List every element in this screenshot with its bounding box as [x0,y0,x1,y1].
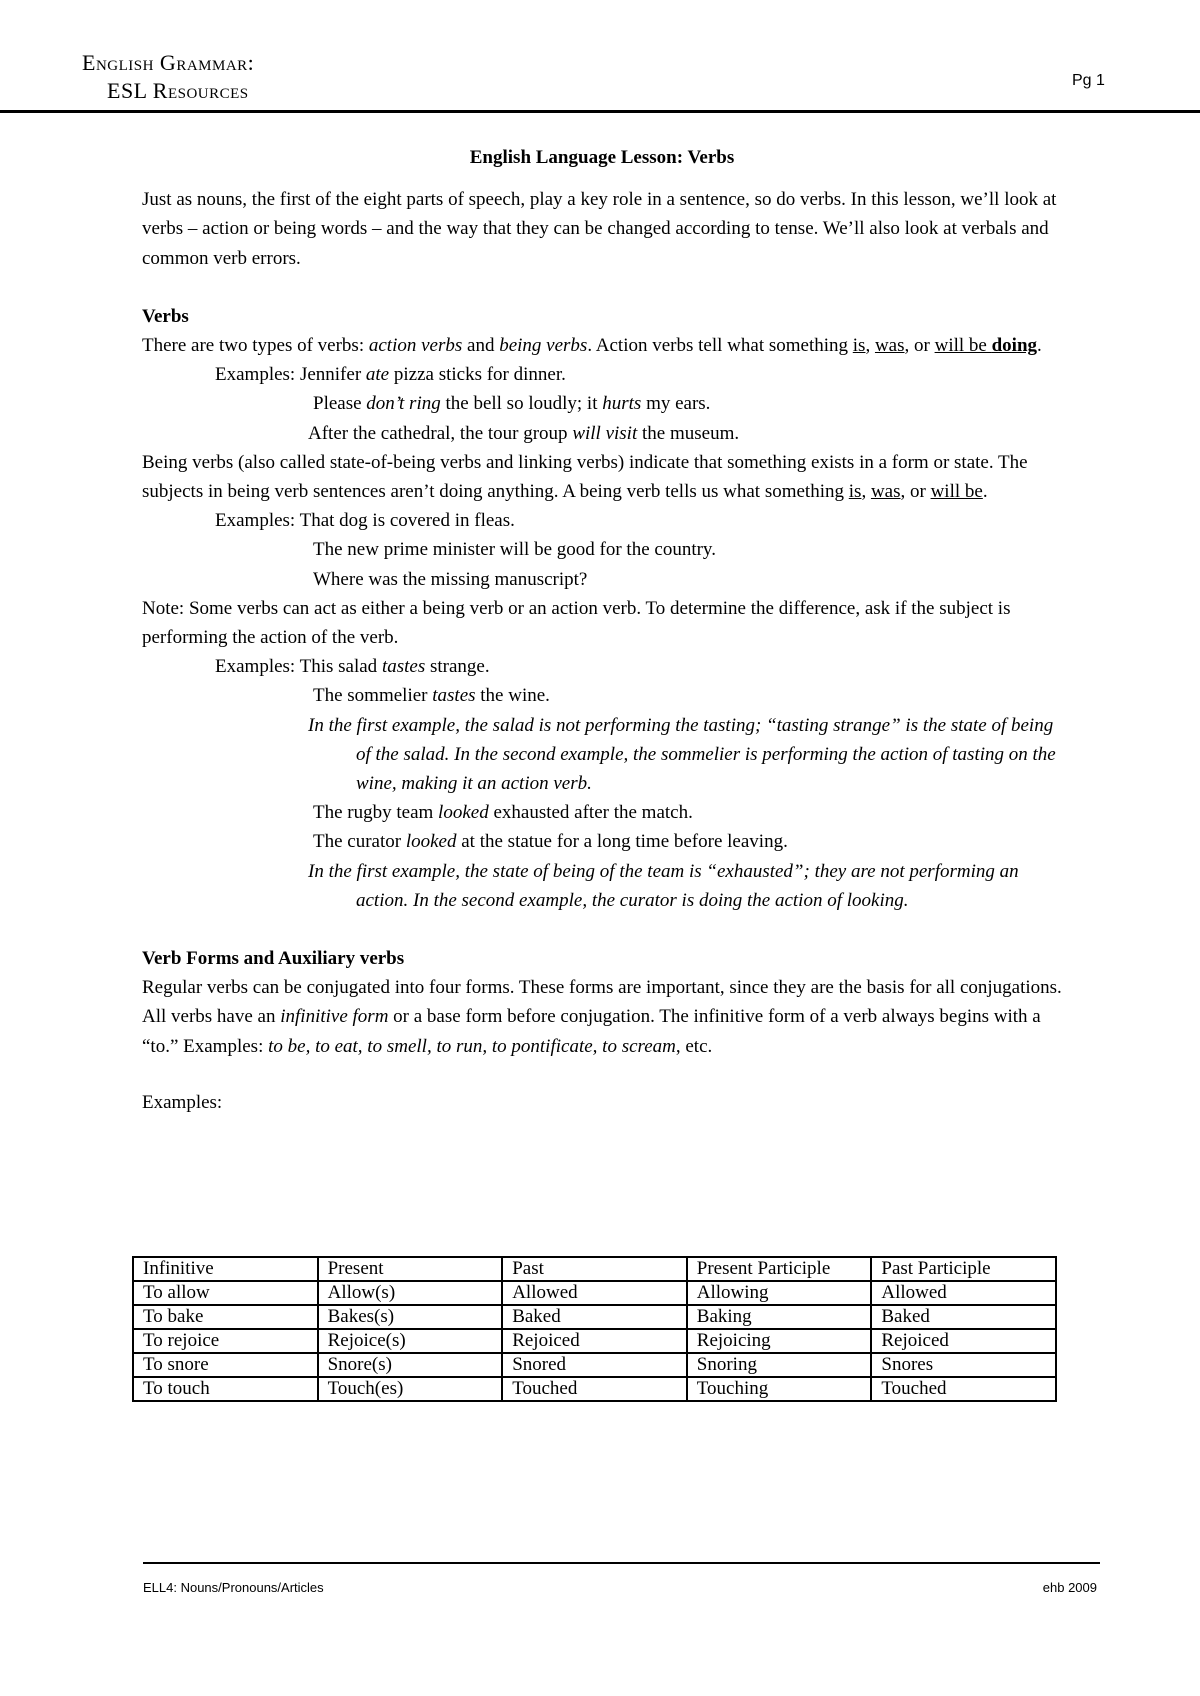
intro-paragraph: Just as nouns, the first of the eight parts of speech, play a key role in a sentence, so do verbs. In this lesson, we’ll look at verbs – action or being words – and the way that they can be changed according to tense. We’ll also look at verbals and common verb errors. [142,189,1057,269]
being-example-2: The new prime minister will be good for the country. [313,539,716,561]
note-example-3: The rugby team looked exhausted after the match. [313,802,693,824]
table-header-cell: Past [502,1257,687,1281]
note-explanation-2: In the first example, the state of being of the team is “exhausted”; they are not performing an action. In the second example, the curator is doing the action of looking. [308,860,1019,911]
table-row [133,1329,1056,1353]
header-title-line1: English Grammar: [82,50,255,75]
table-cell: Rejoiced [502,1329,687,1353]
table-cell: Rejoice(s) [318,1329,503,1353]
table-header-cell: Present [318,1257,503,1281]
table-header-cell: Infinitive [133,1257,318,1281]
note-explanation-1: In the first example, the salad is not performing the tasting; “tasting strange” is the state of being of the salad. In the second example, the sommelier is performing the action of tasting on the wine, making it an action verb. [308,714,1056,795]
being-example-1: Examples: That dog is covered in fleas. [215,510,515,532]
table-cell: Allowed [871,1281,1056,1305]
table-cell: To snore [133,1353,318,1377]
lesson-body [142,143,1062,1116]
table-cell: To rejoice [133,1329,318,1353]
table-cell: Bakes(s) [318,1305,503,1329]
table-cell: Allowed [502,1281,687,1305]
table-header-cell: Past Participle [871,1257,1056,1281]
footer-author-year: ehb 2009 [1042,1580,1097,1595]
table-cell: Baked [871,1305,1056,1329]
table-cell: Touched [871,1377,1056,1401]
table-cell: Allowing [687,1281,872,1305]
action-example-3: After the cathedral, the tour group will visit the museum. [308,422,740,444]
table-row [133,1281,1056,1305]
table-cell: Touching [687,1377,872,1401]
table-cell: Snoring [687,1353,872,1377]
header-rule [0,110,1200,113]
table-examples-label: Examples: [142,1091,223,1113]
table-cell: Snored [502,1353,687,1377]
table-header-cell: Present Participle [687,1257,872,1281]
table-cell: Touched [502,1377,687,1401]
verb-forms-table [132,1256,1057,1402]
table-cell: Rejoicing [687,1329,872,1353]
page-number: Pg 1 [1072,72,1105,89]
header-title-line2: ESL Resources [107,78,249,103]
footer-course-label: ELL4: Nouns/Pronouns/Articles [143,1580,324,1595]
table-cell: Rejoiced [871,1329,1056,1353]
forms-paragraph: Regular verbs can be conjugated into four forms. These forms are important, since they are the basis for all conjugations. All verbs have an infinitive form or a base form before conjugation. The infinitive form of a verb always begins with a “to.” Examples: to be, to eat, to smell, to run, to pontificate, to scream, etc. [142,977,1062,1057]
table-cell: To bake [133,1305,318,1329]
table-cell: To allow [133,1281,318,1305]
footer-rule [143,1562,1100,1564]
table-cell: Allow(s) [318,1281,503,1305]
note-paragraph: Note: Some verbs can act as either a being verb or an action verb. To determine the difference, ask if the subject is performing the action of the verb. [142,597,1011,649]
table-row [133,1377,1056,1401]
action-example-2: Please don’t ring the bell so loudly; it hurts my ears. [313,393,711,415]
note-example-4: The curator looked at the statue for a long time before leaving. [313,831,788,853]
verbs-paragraph-2: Being verbs (also called state-of-being verbs and linking verbs) indicate that something exists in a form or state. The subjects in being verb sentences aren’t doing anything. A being verb tells us what something is, was, or will be. [142,451,1028,503]
table-cell: To touch [133,1377,318,1401]
table-cell: Baked [502,1305,687,1329]
table-row [133,1305,1056,1329]
verbs-heading: Verbs [142,305,189,327]
being-example-3: Where was the missing manuscript? [313,568,588,590]
verbs-paragraph-1: There are two types of verbs: action verbs and being verbs. Action verbs tell what something is, was, or will be doing. [142,335,1042,357]
table-cell: Baking [687,1305,872,1329]
note-example-2: The sommelier tastes the wine. [313,685,550,707]
forms-heading: Verb Forms and Auxiliary verbs [142,948,405,970]
table-cell: Touch(es) [318,1377,503,1401]
table-header-row [133,1257,1056,1281]
table-row [133,1353,1056,1377]
table-cell: Snore(s) [318,1353,503,1377]
action-example-1: Examples: Jennifer ate pizza sticks for dinner. [215,364,566,386]
note-example-1: Examples: This salad tastes strange. [215,656,490,678]
lesson-title: English Language Lesson: Verbs [469,147,735,168]
table-cell: Snores [871,1353,1056,1377]
